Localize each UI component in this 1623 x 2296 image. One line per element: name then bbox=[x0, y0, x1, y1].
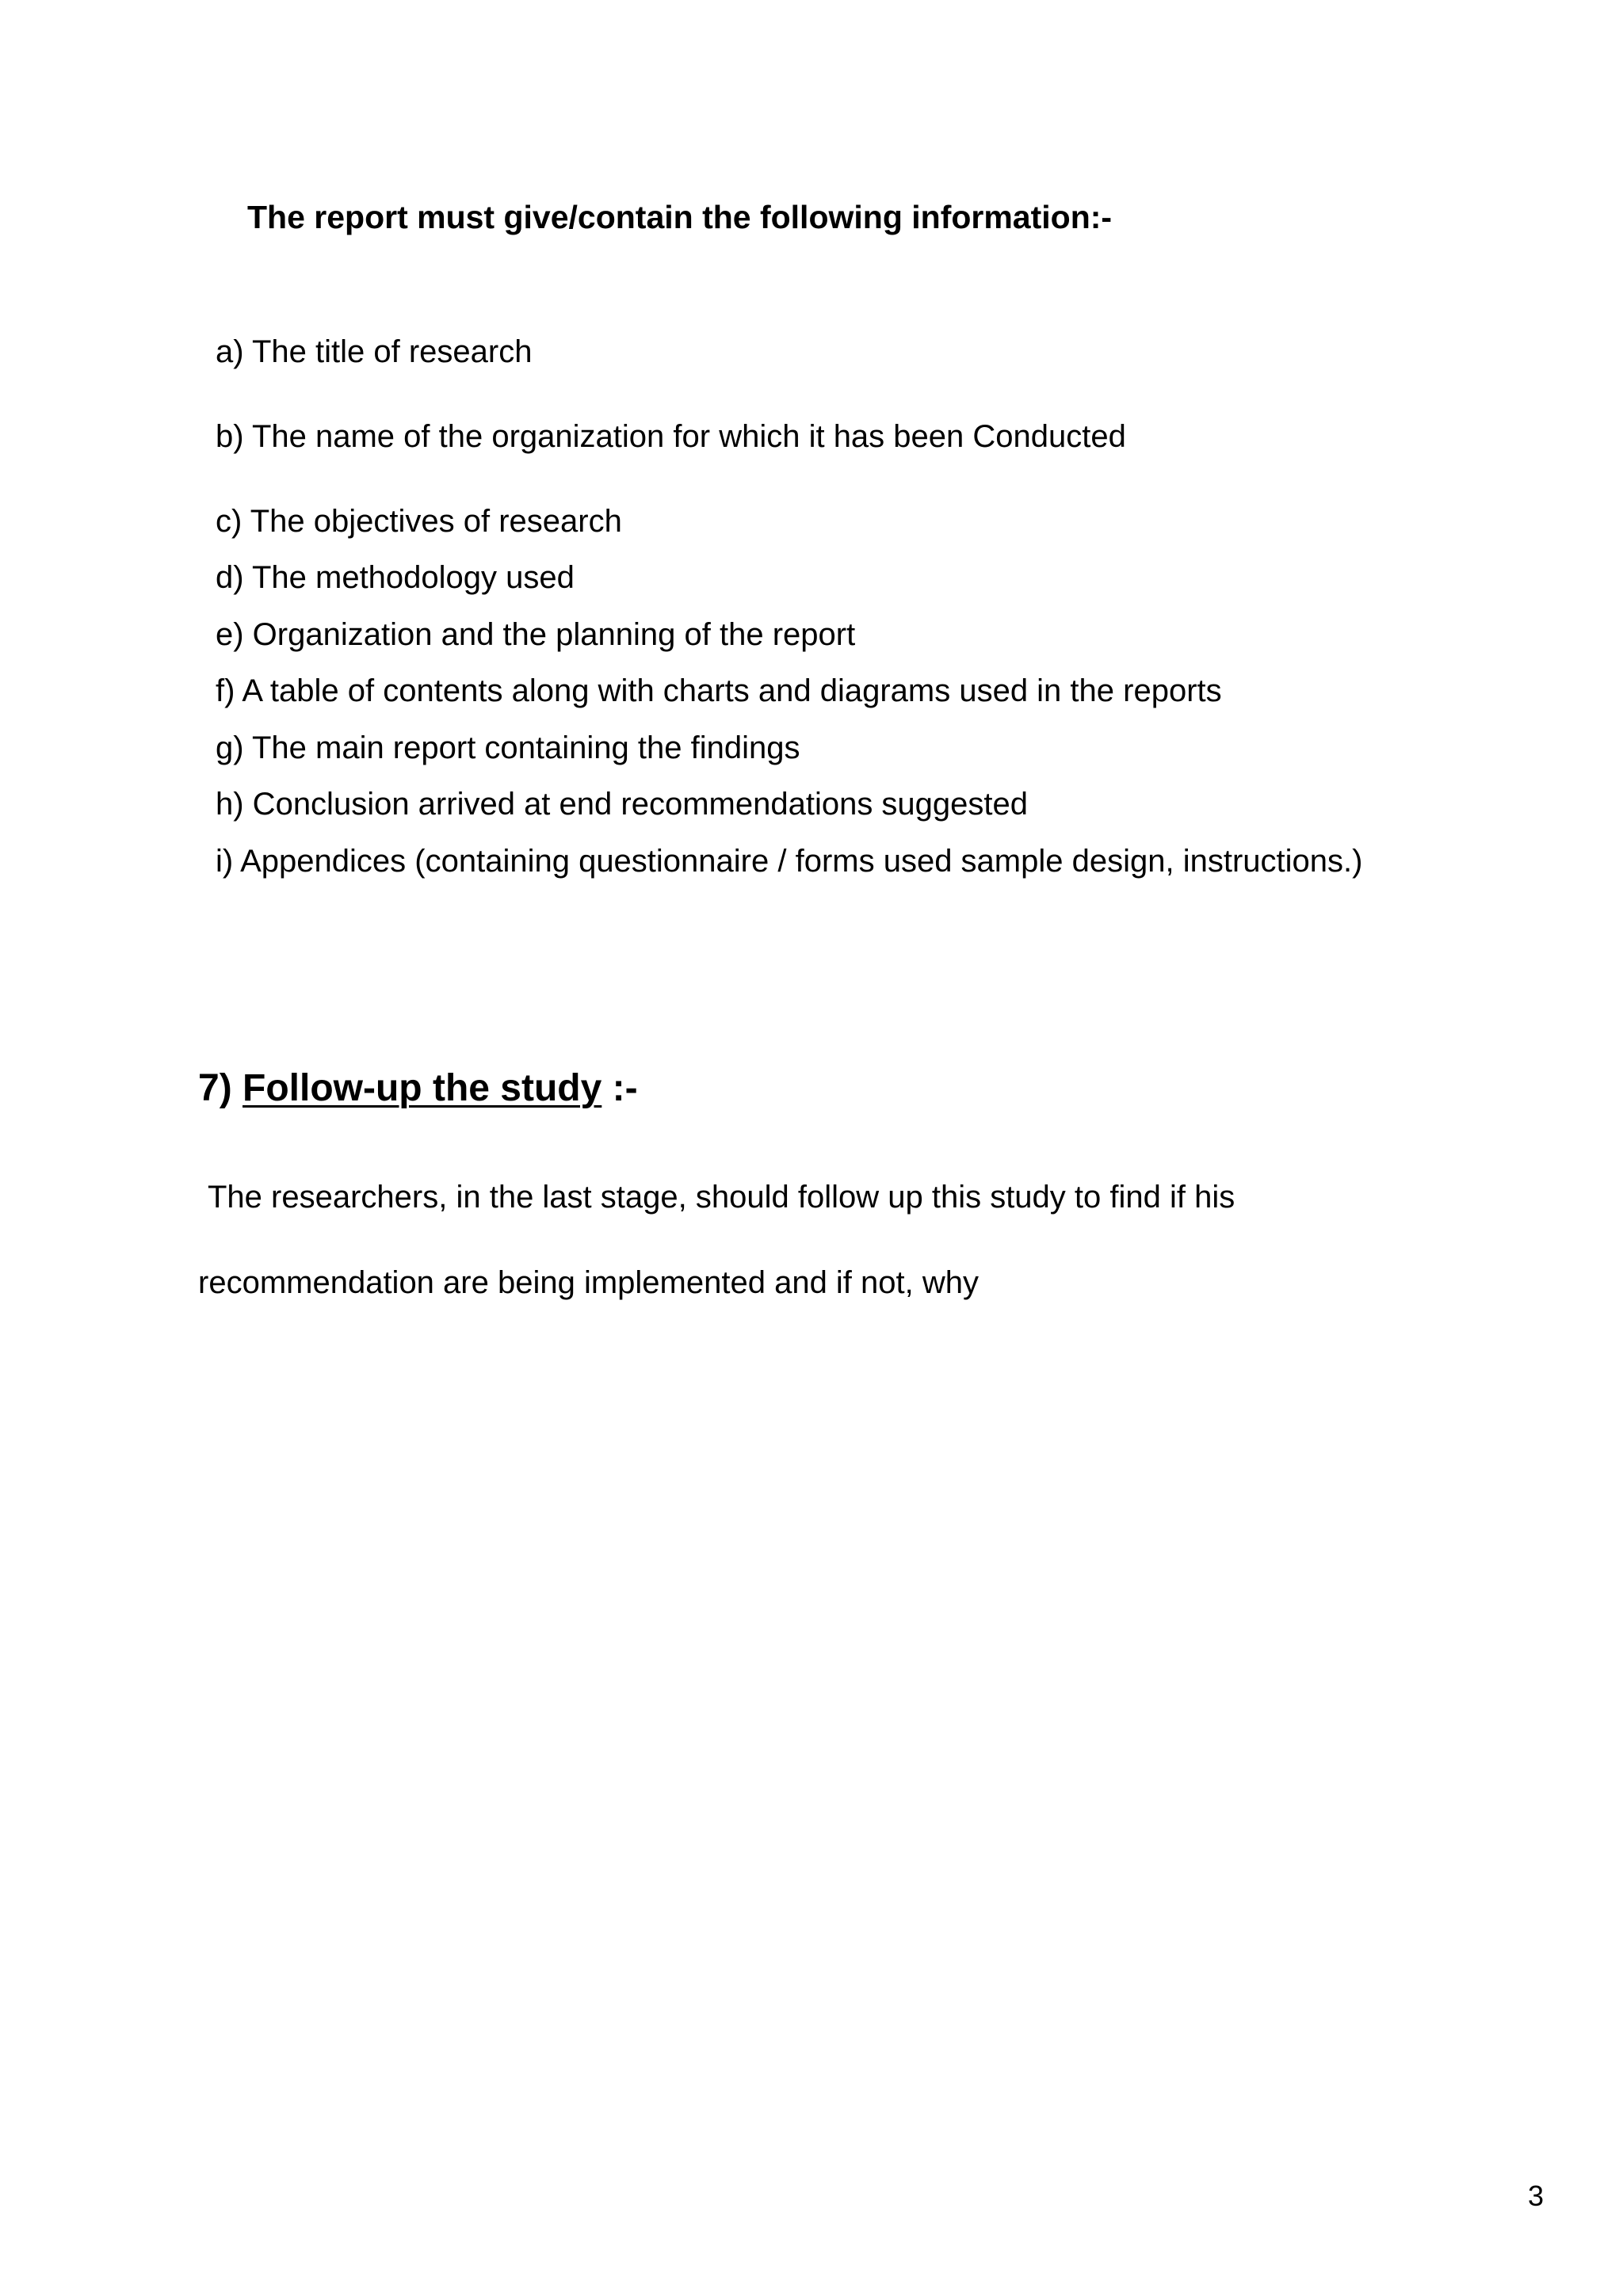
section-number: 7) bbox=[198, 1067, 232, 1109]
list-item: f) A table of contents along with charts and diagrams used in the reports bbox=[216, 673, 1222, 708]
section-suffix: :- bbox=[612, 1067, 638, 1109]
list-item: c) The objectives of research bbox=[216, 504, 622, 539]
list-item: i) Appendices (containing questionnaire / forms used sample design, instructions.) bbox=[216, 844, 1363, 879]
list-item: a) The title of research bbox=[216, 334, 533, 369]
paragraph-line-2: recommendation are being implemented and if not, why bbox=[198, 1265, 979, 1300]
list-item: b) The name of the organization for which it has been Conducted bbox=[216, 419, 1126, 454]
section-heading bbox=[198, 1066, 638, 1111]
page-number: 3 bbox=[1527, 2180, 1544, 2212]
list-item: g) The main report containing the findings bbox=[216, 730, 800, 765]
paragraph-line-1: The researchers, in the last stage, should follow up this study to find if his bbox=[208, 1180, 1235, 1215]
list-item: e) Organization and the planning of the report bbox=[216, 617, 856, 652]
list-item: d) The methodology used bbox=[216, 560, 575, 595]
section-title: Follow-up the study bbox=[242, 1067, 602, 1109]
list-item: h) Conclusion arrived at end recommendations suggested bbox=[216, 787, 1029, 822]
lead-sentence: The report must give/contain the following information:- bbox=[247, 199, 1113, 235]
